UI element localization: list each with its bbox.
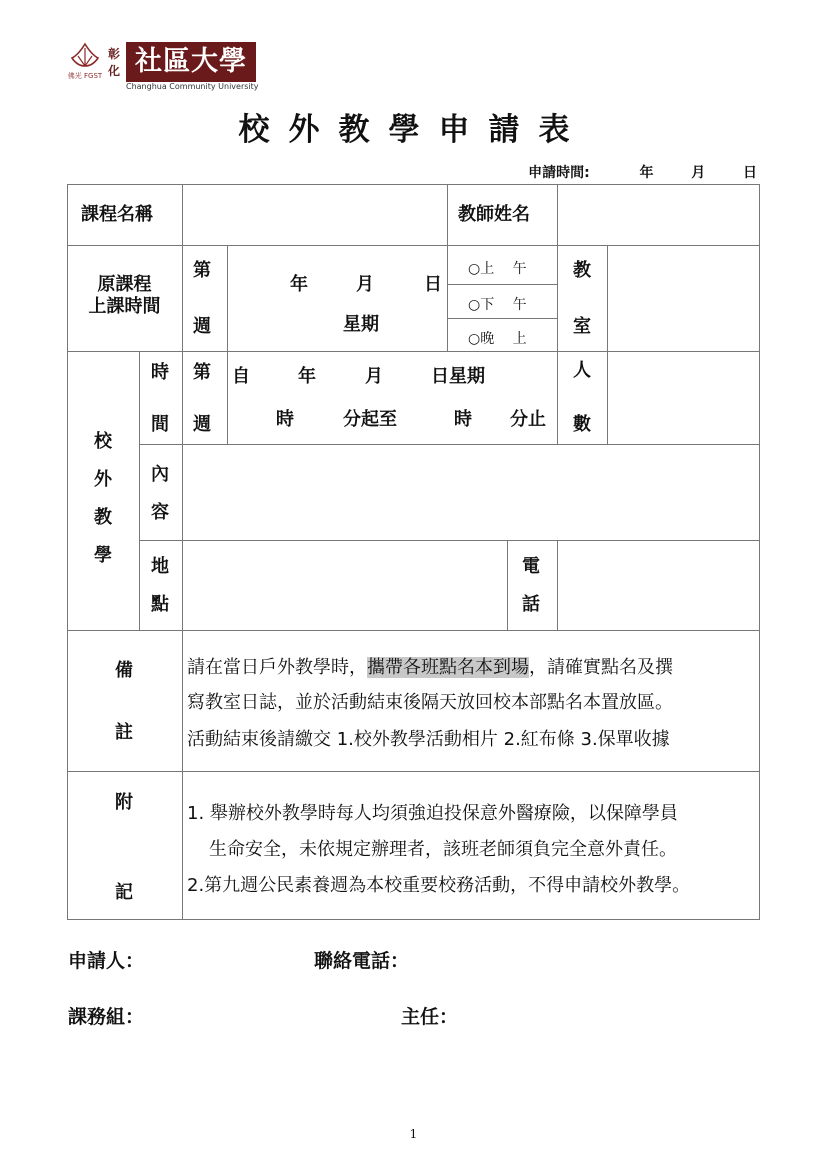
remarks-line-2: 寫教室日誌，並於活動結束後隔天放回校本部點名本置放區。	[187, 692, 673, 713]
trip-week-suffix: 週	[193, 414, 211, 435]
location-label-1: 地	[151, 556, 169, 577]
phone-label-1: 電	[522, 556, 540, 577]
week-prefix: 第	[193, 260, 211, 281]
trip-hour-end: 時	[454, 409, 472, 430]
session-morning-option[interactable]: ○上 午	[468, 261, 527, 277]
course-name-label: 課程名稱	[81, 204, 153, 225]
trip-hour-start: 時	[276, 409, 294, 430]
session-afternoon-option[interactable]: ○下 午	[468, 297, 527, 313]
apply-time: 申請時間: 年 月 日	[528, 165, 757, 181]
teacher-name-label: 教師姓名	[458, 204, 530, 225]
trip-from: 自	[232, 366, 250, 387]
phone-label-2: 話	[522, 594, 540, 615]
logo-side-text: 彰 化	[108, 47, 121, 78]
content-label-2: 容	[151, 502, 169, 523]
trip-month: 月	[365, 366, 383, 387]
trip-time-label-2: 間	[151, 414, 169, 435]
remarks-line-3: 活動結束後請繳交 1.校外教學活動相片 2.紅布條 3.保單收據	[187, 729, 670, 750]
contact-phone-label: 聯絡電話：	[314, 950, 410, 972]
logo-main-text: 社區大學	[126, 42, 256, 82]
trip-minute-end: 分止	[510, 409, 546, 430]
date-year: 年	[290, 274, 308, 295]
course-affairs-label: 課務組：	[68, 1006, 145, 1028]
lotus-emblem-icon	[68, 40, 102, 92]
classroom-label-1: 教	[573, 260, 591, 281]
appendix-label-2: 記	[115, 882, 133, 903]
trip-day-weekday: 日星期	[431, 366, 485, 387]
appendix-label-1: 附	[115, 792, 133, 813]
content-label-1: 內	[151, 464, 169, 485]
session-evening-option[interactable]: ○晚 上	[468, 331, 527, 347]
trip-time-label-1: 時	[151, 362, 169, 383]
week-suffix: 週	[193, 316, 211, 337]
headcount-label-1: 人	[573, 360, 591, 381]
trip-year: 年	[298, 366, 316, 387]
date-day: 日	[424, 274, 442, 295]
appendix-line-1: 1. 舉辦校外教學時每人均須強迫投保意外醫療險，以保障學員	[187, 803, 678, 824]
remarks-highlight: 攜帶各班點名本到場	[367, 657, 529, 678]
original-time-label: 原課程 上課時間	[88, 274, 161, 317]
location-label-2: 點	[151, 594, 169, 615]
remarks-label-2: 註	[115, 722, 133, 743]
application-form-table	[67, 184, 760, 920]
appendix-line-3: 2.第九週公民素養週為本校重要校務活動，不得申請校外教學。	[187, 875, 691, 896]
page-number: 1	[409, 1127, 418, 1141]
university-logo	[68, 40, 258, 94]
date-month: 月	[356, 274, 374, 295]
remarks-line-1: 請在當日戶外教學時，攜帶各班點名本到場，請確實點名及撰	[187, 657, 673, 678]
remarks-label-1: 備	[115, 660, 133, 681]
field-trip-label: 校 外 教 學	[94, 431, 112, 566]
trip-week-prefix: 第	[193, 362, 211, 383]
headcount-label-2: 數	[573, 414, 591, 435]
appendix-line-2: 生命安全，未依規定辦理者，該班老師須負完全意外責任。	[209, 839, 677, 860]
form-title: 校外教學申請表	[238, 112, 589, 148]
classroom-label-2: 室	[573, 316, 591, 337]
applicant-label: 申請人：	[68, 950, 145, 972]
emblem-text: 佛光 FGST	[68, 72, 102, 80]
logo-subtitle: Changhua Community University	[126, 82, 259, 91]
director-label: 主任：	[401, 1006, 459, 1028]
trip-minute-start: 分起至	[343, 409, 397, 430]
weekday-label: 星期	[343, 314, 379, 335]
